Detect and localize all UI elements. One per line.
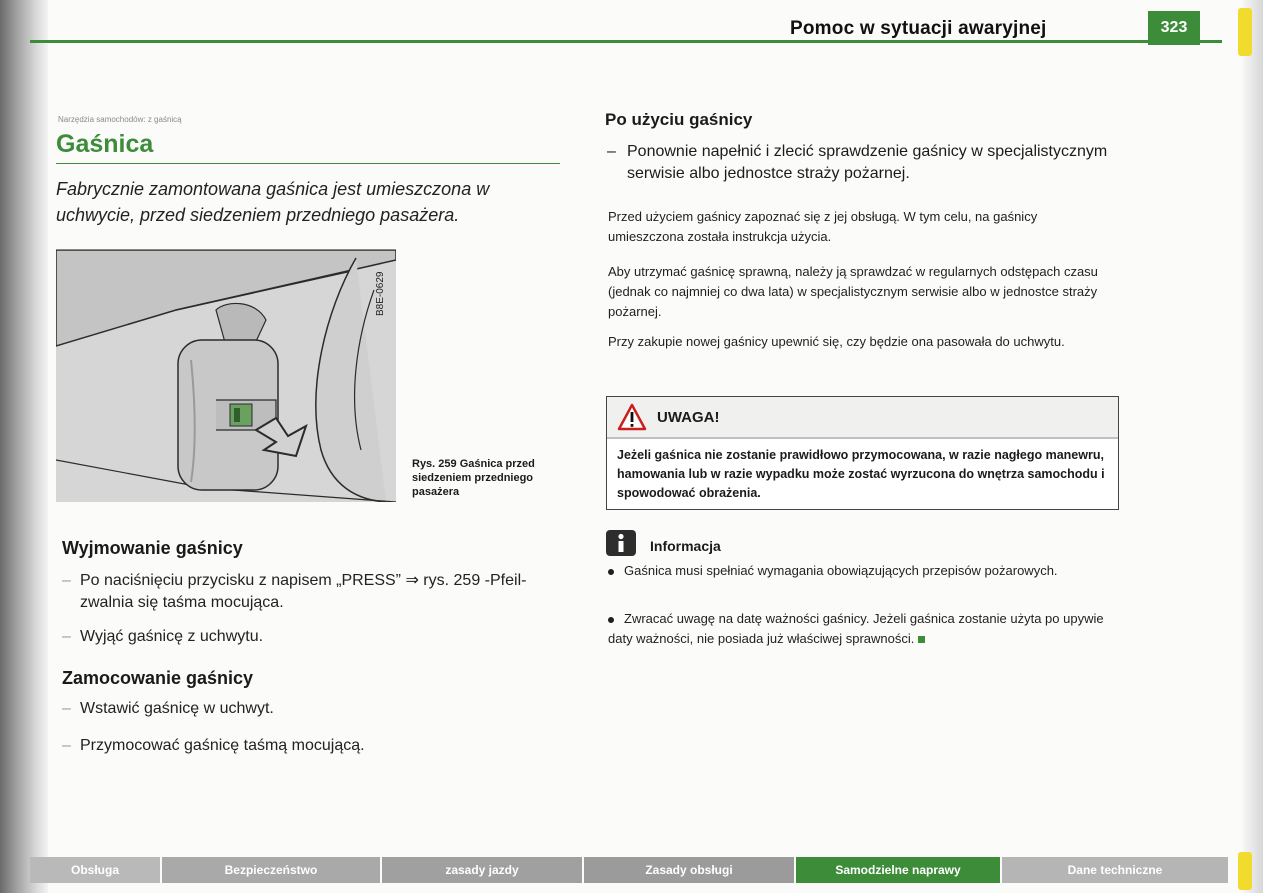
tab-obsluga[interactable]: Obsługa — [30, 857, 160, 883]
figure-caption: Rys. 259 Gaśnica przed siedzeniem przedniego pasażera — [412, 458, 535, 498]
bullet-dot — [608, 569, 614, 575]
warning-title: UWAGA! — [657, 408, 720, 426]
mounting-heading: Zamocowanie gaśnicy — [62, 668, 254, 688]
bullet-dot — [608, 617, 614, 623]
tab-bezpieczenstwo[interactable]: Bezpieczeństwo — [162, 857, 380, 883]
section-title: Gaśnica — [56, 130, 154, 158]
paragraph-1: Przed użyciem gaśnicy zapoznać się z jej obsługą. W tym celu, na gaśnicy umieszczona została instrukcja użycia. — [608, 209, 1038, 244]
info-bullet-2-text: Zwracać uwagę na datę ważności gaśnicy. Jeżeli gaśnica zostanie użyta po upywie daty ważności, nie posiada już właściwej sprawności. — [608, 611, 1104, 646]
info-header — [606, 530, 721, 556]
page-edge-shadow — [1241, 0, 1263, 893]
warning-header — [607, 397, 1118, 439]
footer-tabs — [30, 857, 1230, 883]
mounting-step-2: – Przymocować gaśnicę taśmą mocującą. — [80, 735, 570, 757]
removal-step-1: – Po naciśnięciu przycisku z napisem „PRESS” ⇒ rys. 259 -Pfeil- zwalnia się taśma mocująca. — [80, 570, 570, 614]
warning-text: Jeżeli gaśnica nie zostanie prawidłowo przymocowana, w razie nagłego manewru, hamowania lub w razie wypadku może zostać wyrzucona do wnętrza samochodu i spowodować obrażenia. — [617, 448, 1105, 500]
info-bullet-1-text: Gaśnica musi spełniać wymagania obowiązujących przepisów pożarowych. — [624, 563, 1058, 578]
section-end-marker — [918, 636, 925, 643]
tab-zasady-obslugi[interactable]: Zasady obsługi — [584, 857, 794, 883]
breadcrumb: Narzędzia samochodów: z gaśnicą — [58, 115, 182, 124]
yellow-page-marker-bottom — [1238, 852, 1252, 890]
tab-samodzielne-naprawy[interactable]: Samodzielne naprawy — [796, 857, 1000, 883]
book-spine-shadow — [0, 0, 48, 893]
info-icon — [606, 530, 636, 556]
header-rule — [30, 40, 1222, 43]
mounting-step-1: – Wstawić gaśnicę w uchwyt. — [80, 698, 570, 720]
extinguisher-illustration — [56, 250, 396, 502]
removal-heading: Wyjmowanie gaśnicy — [62, 538, 243, 558]
page-number: 323 — [1148, 11, 1200, 45]
yellow-page-marker — [1238, 8, 1252, 56]
paragraph-3: Przy zakupie nowej gaśnicy upewnić się, czy będzie ona pasowała do uchwytu. — [608, 334, 1065, 349]
tab-dane-techniczne[interactable]: Dane techniczne — [1002, 857, 1228, 883]
warning-triangle-icon — [617, 403, 647, 431]
lead-text: Fabrycznie zamontowana gaśnica jest umieszczona w uchwycie, przed siedzeniem przedniego pasażera. — [56, 179, 490, 225]
removal-step-2: – Wyjąć gaśnicę z uchwytu. — [80, 626, 570, 648]
figure-code-label — [368, 258, 390, 320]
after-use-step: – Ponownie napełnić i zlecić sprawdzenie gaśnicy w specjalistycznym serwisie albo jednostce straży pożarnej. — [605, 141, 1115, 185]
extinguisher-figure — [56, 249, 396, 502]
title-underline — [56, 163, 560, 164]
info-bullet-1 — [608, 561, 1116, 581]
info-title: Informacja — [650, 538, 721, 554]
after-use-heading: Po użyciu gaśnicy — [605, 110, 753, 129]
chapter-title: Pomoc w sytuacji awaryjnej — [790, 18, 1047, 39]
info-bullet-2 — [608, 609, 1116, 649]
warning-box — [606, 396, 1119, 510]
tab-zasady-jazdy[interactable]: zasady jazdy — [382, 857, 582, 883]
figure-code-text: B8E-0629 — [375, 271, 386, 316]
paragraph-2: Aby utrzymać gaśnicę sprawną, należy ją sprawdzać w regularnych odstępach czasu (jednak co najmniej co dwa lata) w specjalistycznym serwisie albo w jednostce straży pożarnej. — [608, 264, 1098, 319]
